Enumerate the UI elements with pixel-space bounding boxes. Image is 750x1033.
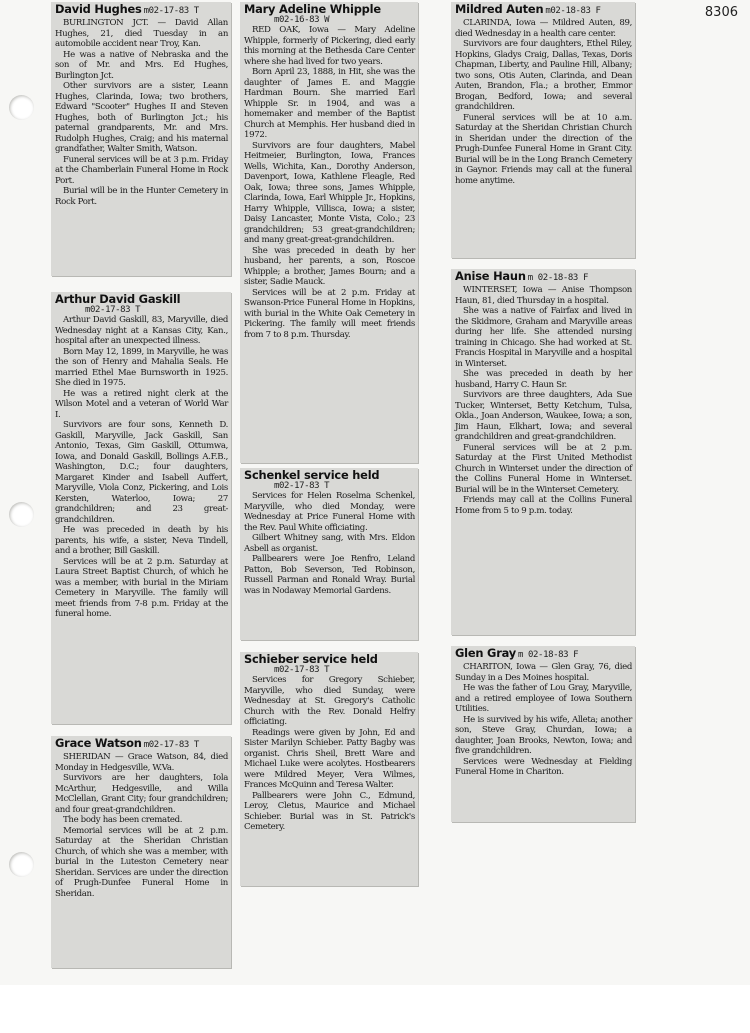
obituary-grace-watson: [51, 736, 231, 968]
handwritten-date: m 02-18-83 F: [517, 650, 579, 660]
obituary-paragraph: RED OAK, Iowa — Mary Adeline Whipple, formerly of Pickering, died early this morning at the Bethesda Care Center where she had lived for two years.: [244, 25, 415, 67]
obituary-paragraph: She was preceded in death by her husband, Harry C. Haun Sr.: [455, 369, 632, 390]
obituary-mildred-auten: [451, 2, 635, 258]
obituary-paragraph: She was preceded in death by her husband, her parents, a son, Roscoe Whipple; a brother, James Bourn; and a sister, Sadie Mauck.: [244, 245, 415, 287]
obituary-paragraph: Funeral services will be at 3 p.m. Friday at the Chamberlain Funeral Home in Rock Port.: [55, 154, 228, 186]
obituary-heading: Grace Watson m02-17-83 T: [55, 736, 199, 750]
page-number: 8306: [704, 5, 738, 20]
obituary-paragraph: Survivors are four daughters, Mabel Heitmeier, Burlington, Iowa, Frances Wells, Wichita, Kan., Dorothy Anderson, Davenport, Iowa, Kathlene Fleagle, Red Oak, Iowa; three sons, James Whipple, Clarinda, Iowa, Earl Whipple Jr., Hopkins, Harry Whipple, Villisca, Iowa; a sister, Daisy Lancaster, Monte Vista, Colo.; 23 grandchildren; 53 great-grandchildren; and many great-great-grandchildren.: [244, 140, 415, 245]
notice-paragraph: Services for Helen Roselma Schenkel, Maryville, who died Monday, were Wednesday at Price Funeral Home with the Rev. Paul White officiating.: [244, 491, 415, 533]
obituary-paragraph: Funeral services will be at 2 p.m. Saturday at the First United Methodist Church in Winterset under the direction of the Collins Funeral Home in Winterset. Burial will be in the Winterset Cemetery.: [455, 442, 632, 495]
obituary-heading: Glen Gray m 02-18-83 F: [455, 646, 579, 660]
handwritten-date: m02-16-83 W: [274, 15, 330, 25]
obituary-paragraph: Funeral services will be at 10 a.m. Saturday at the Sheridan Christian Church in Sheridan under the direction of the Prugh-Dunfee Funeral Home in Grant City. Burial will be in the Long Branch Cemetery in Gaynor. Friends may call at the funeral home anytime.: [455, 112, 632, 186]
notice-heading: Schenkel service held: [244, 468, 380, 482]
obituary-paragraph: Survivors are three daughters, Ada Sue Tucker, Winterset, Betty Ketchum, Tulsa, Okla., Joan Anderson, Waukee, Iowa; a son, Jim Haun, Elkhart, Iowa; and several grandchildren and great-grandchildren.: [455, 390, 632, 442]
obituary-heading: David Hughes m02-17-83 T: [55, 2, 199, 16]
obituary-paragraph: Services will be at 2 p.m. Friday at Swanson-Price Funeral Home in Hopkins, with burial in the White Oak Cemetery in Pickering. The family will meet friends from 7 to 8 p.m. Thursday.: [244, 287, 415, 340]
obituary-paragraph: He was a retired night clerk at the Wilson Motel and a veteran of World War I.: [55, 388, 228, 420]
obituary-paragraph: CHARITON, Iowa — Glen Gray, 76, died Sunday in a Des Moines hospital.: [455, 662, 632, 683]
obituary-paragraph: WINTERSET, Iowa — Anise Thompson Haun, 81, died Thursday in a hospital.: [455, 285, 632, 306]
obituary-heading: Mildred Auten m02-18-83 F: [455, 2, 601, 16]
obituary-paragraph: He was a native of Nebraska and the son of Mr. and Mrs. Ed Hughes, Burlington Jct.: [55, 49, 228, 81]
obituary-paragraph: Arthur David Gaskill, 83, Maryville, died Wednesday night at a Kansas City, Kan., hospital after an unexpected illness.: [55, 315, 228, 346]
handwritten-date: m02-17-83 T: [274, 665, 330, 675]
obituary-glen-gray: [451, 646, 635, 822]
binder-hole-top: [9, 95, 34, 120]
page-bottom-margin: [0, 985, 750, 1033]
notice-paragraph: Pallbearers were Joe Renfro, Leland Patton, Bob Severson, Ted Robinson, Russell Parman and Ronald Wray. Burial was in Nodaway Memorial Gardens.: [244, 554, 415, 596]
notice-paragraph: Gilbert Whitney sang, with Mrs. Eldon Asbell as organist.: [244, 533, 415, 554]
obituary-paragraph: CLARINDA, Iowa — Mildred Auten, 89, died Wednesday in a health care center.: [455, 18, 632, 39]
handwritten-date: m02-17-83 T: [143, 6, 199, 16]
handwritten-date: m02-18-83 F: [545, 6, 601, 16]
obituary-paragraph: She was a native of Fairfax and lived in the Skidmore, Graham and Maryville areas during her life. She attended nursing training in Chicago. She had worked at St. Francis Hospital in Maryville and a hospital in Winterset.: [455, 306, 632, 369]
obituary-paragraph: Services were Wednesday at Fielding Funeral Home in Chariton.: [455, 756, 632, 777]
obituary-arthur-gaskill: [51, 292, 231, 724]
obituary-paragraph: SHERIDAN — Grace Watson, 84, died Monday in Hedgesville, W.Va.: [55, 752, 228, 773]
notice-paragraph: Pallbearers were John C., Edmund, Leroy, Cletus, Maurice and Michael Schieber. Burial was in St. Patrick's Cemetery.: [244, 790, 415, 832]
obituary-paragraph: Friends may call at the Collins Funeral Home from 5 to 9 p.m. today.: [455, 495, 632, 516]
obituary-mary-whipple: [240, 2, 418, 463]
obituary-paragraph: Services will be at 2 p.m. Saturday at Laura Street Baptist Church, of which he was a member, with burial in the Miriam Cemetery in Maryville. The family will meet friends from 7-8 p.m. Friday at the funeral home.: [55, 556, 228, 619]
obituary-heading: Mary Adeline Whipple: [244, 2, 381, 16]
notice-schieber-service: [240, 652, 418, 886]
obituary-paragraph: Survivors are her daughters, Iola McArthur, Hedgesville, and Willa McClellan, Grant City; four grandchildren; and four great-grandchildren.: [55, 773, 228, 815]
handwritten-date: m 02-18-83 F: [527, 273, 588, 283]
obituary-paragraph: The body has been cremated.: [63, 815, 183, 825]
obituary-paragraph: Memorial services will be at 2 p.m. Saturday at the Sheridan Christian Church, of which she was a member, with burial in the Luteston Cemetery near Sheridan. Services are under the direction of Prugh-Dunfee Funeral Home in Sheridan.: [55, 825, 228, 899]
handwritten-date: m02-17-83 T: [143, 740, 199, 750]
obituary-heading: Anise Haun m 02-18-83 F: [455, 269, 588, 283]
obituary-paragraph: He was preceded in death by his parents, his wife, a sister, Neva Tindell, and a brother, Bill Gaskill.: [55, 525, 228, 556]
obituary-paragraph: Other survivors are a sister, Leann Hughes, Clarinda, Iowa; two brothers, Edward "Scooter" Hughes II and Steven Hughes, both of Burlington Jct.; his paternal grandparents, Mr. and Mrs. Rudolph Hughes, Craig; and his maternal grandfather, Walter Smith, Watson.: [55, 81, 228, 154]
notice-paragraph: Readings were given by John, Ed and Sister Marilyn Schieber. Patty Bagby was organist. Chris Sheil, Brett Ware and Michael Luke were acolytes. Hostbearers were Mildred Meyer, Vera Wilmes, Frances McQuinn and Teresa Walter.: [244, 727, 415, 790]
obituary-david-hughes: [51, 2, 231, 276]
notice-heading: Schieber service held: [244, 652, 378, 666]
obituary-paragraph: Born April 23, 1888, in Hit, she was the daughter of James E. and Maggie Hardman Bourn. She married Earl Whipple Sr. in 1904, and was a homemaker and member of the Baptist Church at Memphis. Her husband died in 1972.: [244, 67, 415, 140]
notice-schenkel-service: [240, 468, 418, 640]
handwritten-date: m02-17-83 T: [85, 305, 141, 315]
obituary-paragraph: He is survived by his wife, Alleta; another son, Steve Gray, Churdan, Iowa; a daughter, Joan Brooks, Newton, Iowa; and five grandchildren.: [455, 714, 632, 756]
obituary-paragraph: Survivors are four sons, Kenneth D. Gaskill, Maryville, Jack Gaskill, San Antonio, Texas, Gim Gaskill, Ottumwa, Iowa, and Donald Gaskill, Bollings A.F.B., Washington, D.C.; four daughters, Margaret Kinder and Isabell Auffert, Maryville, Viola Conz, Pickering, and Lois Kersten, Waterloo, Iowa; 27 grandchildren; and 23 great-grandchildren.: [55, 420, 228, 525]
binder-hole-bottom: [9, 852, 34, 877]
obituary-paragraph: Burial will be in the Hunter Cemetery in Rock Port.: [55, 186, 228, 207]
notice-paragraph: Services for Gregory Schieber, Maryville, who died Sunday, were Wednesday at St. Gregory's Catholic Church with the Rev. Donald Helfry officiating.: [244, 675, 415, 727]
obituary-anise-haun: [451, 269, 635, 635]
obituary-paragraph: He was the father of Lou Gray, Maryville, and a retired employee of Iowa Southern Utilities.: [455, 683, 632, 714]
obituary-paragraph: BURLINGTON JCT. — David Allan Hughes, 21, died Tuesday in an automobile accident near Troy, Kan.: [55, 18, 228, 49]
obituary-heading: Arthur David Gaskill: [55, 292, 181, 306]
obituary-paragraph: Born May 12, 1899, in Maryville, he was the son of Henry and Mahalia Seals. He married Ethel Mae Burnsworth in 1925. She died in 1975.: [55, 346, 228, 388]
obituary-paragraph: Survivors are four daughters, Ethel Riley, Hopkins, Gladys Craig, Dallas, Texas, Doris Chapman, Liberty, and Pauline Hill, Albany; two sons, Otis Auten, Clarinda, and Dean Auten, Brandon, Fla.; a brother, Emmor Brogan, Bedford, Iowa; and several grandchildren.: [455, 39, 632, 112]
handwritten-date: m02-17-83 T: [274, 481, 330, 491]
binder-hole-middle: [9, 502, 34, 527]
